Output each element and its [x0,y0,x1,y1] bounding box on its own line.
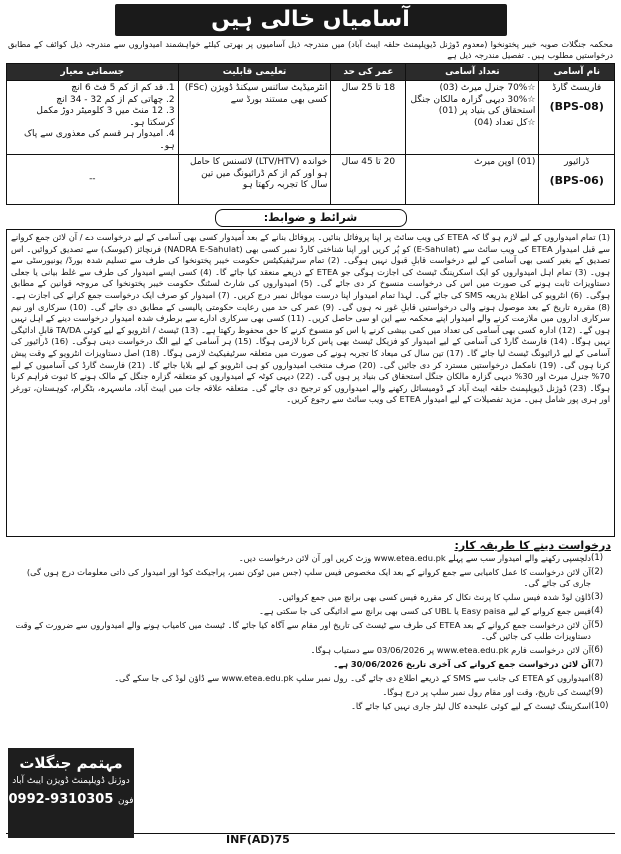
physical-line: -- [89,173,96,184]
step-number: (4) [591,606,604,616]
post-count-cell [406,155,539,205]
step-text: فیس جمع کروانے کے لیے Easy paisa یا UBL کی کسی بھی برانچ سے ادائیگی کی جا سکتی ہے۔ [259,606,591,616]
step-text: دلچسپی رکھنے والے امیدوار سب سے پہلے www.etea.edu.pk وزٹ کریں اور آن لائن درخواست دیں۔ [238,553,591,563]
step-number: (10) [591,701,609,711]
physical-line: 4. امیدوار ہر قسم کی معذوری سے پاک ہو۔ [23,129,175,151]
advertisement-page [6,4,615,846]
step-text: اسکریننگ ٹیسٹ کے لیے کوئی علیحدہ کال لیٹر جاری نہیں کیا جائے گا۔ [350,701,591,711]
step-text: آن لائن درخواست فارم www.etea.edu.pk پر 03/06/2026 سے دستیاب ہوگا۔ [310,645,591,655]
list-item [8,553,613,564]
post-name: فاریسٹ گارڈ [552,83,602,93]
education-cell [178,155,331,205]
signature-office: دوژنل ڈویلپمنٹ ڈویژن ایبٹ آباد [12,776,130,786]
step-text: آن لائن درخواست جمع کروانے کی آخری تاریخ 30/06/2026 ہے۔ [333,659,591,669]
education: خواندہ (LTV/HTV) لائسنس کا حامل ہو اور کم از کم ڈرائیونگ میں تین سال کا تجربہ رکھتا ہو [190,157,328,190]
post-count-cell [406,81,539,155]
education-cell [178,81,331,155]
count-line: ☆30% دیہی گزارہ مالکان جنگل استحقاق کی بنیاد پر (01) [410,94,536,116]
col-post-name: نام آسامی [539,64,615,81]
list-item [8,606,613,617]
list-item [8,673,613,684]
step-number: (1) [591,553,604,563]
post-name-cell [539,155,615,205]
bps-grade: (BPS-06) [549,173,604,187]
vacancy-table [6,63,615,205]
intro-paragraph: محکمہ جنگلات صوبہ خیبر پختونخوا (معدوم ڈوژنل ڈیویلپمنٹ حلقہ ایبٹ آباد) میں مندرجہ ذیل آسامیوں پر بھرتی کیلئے خواہشمند امیدواروں سے مندرجہ ذیل کوائف کے مطابق درخواستیں مطلوب ہیں۔ تفصیل مندرجہ ذیل ہے [8,39,613,60]
list-item [8,592,613,603]
bps-grade: (BPS-08) [549,99,604,113]
phone-number: 0992-9310305 [8,792,114,807]
col-physical: جسمانی معیار [7,64,179,81]
physical-cell [7,155,179,205]
age-limit-cell [331,155,406,205]
step-text: امیدواروں کو ETEA کی جانب سے SMS کے ذریعے اطلاع دی جائے گی۔ رول نمبر سلپ www.etea.edu.pk سے ڈاؤن لوڈ کی جا سکے گی۔ [114,673,591,683]
terms-text: (1) تمام امیدواروں کے لیے لازم ہو گا کہ ETEA کی ویب سائٹ پر اپنا پروفائل بنائیں۔ پروفائل بنانے کے بعد اُمیدوار کسی بھی آسامی کے لیے درخواست دے / آن لائن جمع کروانے سے قبل امیدوار ETEA کی ویب سائٹ سے (E-Sahulat) کو پُر کریں اور اپنا شناختی کارڈ نمبر کسی بھی (NADRA E-Sahulat) فرنچائز (کیوسک) سے تصدیق کروائیں۔ اس تصدیق کے بغیر کسی بھی آسامی کے لیے درخواست قابلِ قبول نہیں ہوگی۔ (2) تمام سرٹیفیکیٹس حکومت خیبر پختونخوا کی طرف سے تسلیم شدہ بورڈ/ یونیورسٹی سے ہوں۔ (3) تمام اہل امیدواروں کو ایک اسکریننگ ٹیسٹ کی اجازت ہوگی جو ETEA کے ذریعے منعقد کیا جائے گا۔ (4) کسی ایسے امیدوار کی طرف سے غلط بیانی یا جعلی دستاویزات ثابت ہونے کی صورت میں اس کی درخواست منسوخ کر دی جائے گی۔ (5) امیدواروں کی شارٹ لسٹنگ حکومت خیبر پختونخوا کی مروجہ قوانین کے مطابق ہوگی۔ (6) انٹرویو کی اطلاع بذریعہ SMS کی جائے گی۔ لہذا تمام امیدوار اپنا درست موبائل نمبر درج کریں۔ (7) امیدوار کو صرف ایک درخواست جمع کرانے کی اجازت ہے۔ (8) مقررہ تاریخ کے بعد موصول ہونے والی درخواستیں قابلِ غور نہ ہوں گی۔ (9) عمر کی حد میں رعایت حکومتی پالیسی کے مطابق دی جائے گی۔ (10) سرکاری اور نیم سرکاری اداروں میں ملازمت کرنے والے امیدوار اپنے محکمہ سے این او سی حاصل کریں۔ (11) کسی بھی سرکاری ادارے سے برطرف شدہ امیدوار درخواست دینے کے اہل نہیں ہوں گے۔ (12) ادارہ کسی بھی آسامی کی تعداد میں کمی بیشی کرنے یا اس کو منسوخ کرنے کا حق محفوظ رکھتا ہے۔ (13) ٹیسٹ / انٹرویو کے لیے کوئی TA/DA قابلِ ادائیگی نہیں ہوگا۔ (14) فارسٹ گارڈ کی آسامی کے لیے امیدوار کو فزیکل ٹیسٹ بھی پاس کرنا لازمی ہوگا۔ (15) ہر آسامی کے لیے الگ درخواست دینی ہوگی۔ (16) ڈرائیور کی آسامی کے لیے ڈرائیونگ ٹیسٹ لیا جائے گا۔ (17) تین سال کی میعاد کا تجربہ ہونے کی صورت میں متعلقہ سرٹیفیکیٹ لازمی ہوگا۔ (18) اصل دستاویزات انٹرویو کے وقت پیش کرنا ہوں گی۔ (19) نامکمل درخواستیں مسترد کر دی جائیں گی۔ (20) صرف منتخب امیدواروں کو ہی انٹرویو کے لیے بلایا جائے گا۔ (21) فارسٹ گارڈ کی آسامیوں کے لیے 70% جنرل میرٹ اور 30% دیہی گزارہ مالکان جنگل استحقاق کی بنیاد پر ہوں گی۔ (22) دیہی کوٹہ کے امیدواروں کو متعلقہ گزارہ جنگل کے مالک ہونے کا ثبوت فراہم کرنا ہوگا۔ (23) ڈوژنل ڈیویلپمنٹ حلقہ ایبٹ آباد کے ڈومیسائل رکھنے والے امیدواروں کو ترجیح دی جائے گی۔ متعلقہ علاقہ جات میں ایبٹ آباد، مانسہرہ، بٹگرام، کوہستان، تورغر اور ہری پور شامل ہیں۔ مزید تفصیلات کے لیے امیدوار ETEA کی ویب سائٹ سے رجوع کریں۔ [11,232,611,405]
age-limit: 18 تا 25 سال [341,83,396,93]
apply-heading: درخواست دینے کا طریقہ کار: [454,539,611,552]
signature-block [8,748,134,838]
age-limit-cell [331,81,406,155]
post-name-cell [539,81,615,155]
list-item [8,567,613,589]
step-number: (7) [591,659,604,669]
list-item [8,659,613,670]
step-text: آن لائن درخواست کا عمل کامیابی سے جمع کروانے کے بعد ایک مخصوص فیس سلپ (جس میں ٹوکن نمبر، پراجیکٹ کوڈ اور امیدوار کی ذاتی معلومات درج ہوں گی) جاری کی جائے گی۔ [26,567,591,588]
physical-line: 3. 12 منٹ میں 3 کلومیٹر دوڑ مکمل کرسکتا ہو۔ [36,106,175,128]
step-number: (6) [591,645,604,655]
col-post-count: تعداد آسامی [406,64,539,81]
physical-line: 1. قد کم از کم 5 فٹ 6 انچ [71,83,175,93]
step-number: (9) [591,687,604,697]
count-line: (01) اوپن میرٹ [474,157,536,167]
physical-cell [7,81,179,155]
physical-line: 2. چھاتی کم از کم 32 - 34 انچ [56,94,175,105]
step-number: (2) [591,567,604,577]
education: انٹرمیڈیٹ سائنس سیکنڈ ڈویژن (FSc) کسی بھی مستند بورڈ سے [184,83,328,105]
ref-code: INF(AD)75 [226,833,290,846]
list-item [8,687,613,698]
apply-steps [8,553,613,712]
terms-box [6,229,615,537]
table-row [7,155,615,205]
step-text: ٹیسٹ کی تاریخ، وقت اور مقام رول نمبر سلپ پر درج ہوگا۔ [382,687,591,697]
list-item [8,701,613,712]
terms-heading: شرائط و ضوابط: [215,209,407,227]
step-text: آن لائن درخواست جمع کروانے کے بعد ETEA کی طرف سے ٹیسٹ کی تاریخ اور مقام سے آگاہ کیا جائے گا۔ ٹیسٹ میں کامیاب ہونے والے امیدواروں سے ضرورت کے وقت دستاویزات طلب کی جائیں گی۔ [15,620,591,641]
step-number: (5) [591,620,604,630]
page-title: آسامیاں خالی ہیں [115,4,507,36]
signature-title: مہتمم جنگلات [19,754,123,772]
count-line: ☆70% جنرل میرٹ (03) [439,83,536,93]
step-text: ڈاؤن لوڈ شدہ فیس سلپ کا پرنٹ نکال کر مقررہ فیس کسی بھی برانچ میں جمع کروائیں۔ [277,592,591,602]
list-item [8,645,613,656]
footer [6,750,615,846]
signature-phone-line [8,792,134,807]
step-number: (3) [591,592,604,602]
table-row [7,81,615,155]
list-item [8,620,613,642]
vacancy-table-header [7,64,615,81]
age-limit: 20 تا 45 سال [341,157,396,167]
count-line: ☆کل تعداد (04) [473,117,536,128]
post-name: ڈرائیور [564,157,590,167]
col-education: تعلیمی قابلیت [178,64,331,81]
step-number: (8) [591,673,604,683]
col-age-limit: عمر کی حد [331,64,406,81]
phone-label: فون [117,796,134,806]
